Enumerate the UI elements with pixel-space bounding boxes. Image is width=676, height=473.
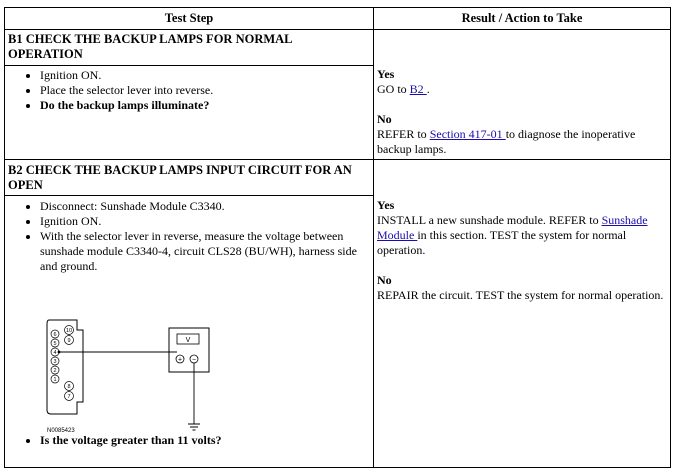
b1-yes-text: GO to <box>377 82 410 96</box>
b1-step-1: • Ignition ON. <box>40 68 369 83</box>
b1-step-2: • Place the selector lever into reverse. <box>40 83 369 98</box>
svg-text:−: − <box>191 356 197 364</box>
b1-yes-label: Yes <box>377 67 395 81</box>
b1-result-no <box>377 112 669 157</box>
b1-title-divider <box>5 65 373 66</box>
svg-text:9: 9 <box>67 338 71 344</box>
link-sunshade-module[interactable]: Sunshade Module <box>377 213 648 242</box>
b1-no-text: REFER to <box>377 127 430 141</box>
svg-text:1: 1 <box>53 377 57 383</box>
b2-no-label: No <box>377 273 392 287</box>
b2-step-3: • With the selector lever in reverse, measure the voltage between sunshade module C3340-4, circuit CLS28 (BU/WH), harness side and ground. <box>40 229 369 274</box>
figure-id: N0085423 <box>47 428 75 434</box>
b1-result-yes <box>377 67 669 97</box>
voltmeter-symbol: V <box>185 337 191 344</box>
link-b2[interactable]: B2 <box>409 82 427 96</box>
voltmeter <box>169 328 209 372</box>
b2-title: B2 CHECK THE BACKUP LAMPS INPUT CIRCUIT FOR AN OPEN <box>8 163 352 192</box>
svg-text:8: 8 <box>67 384 71 390</box>
ground-icon <box>188 424 200 430</box>
link-section-417-01[interactable]: Section 417-01 <box>429 127 506 141</box>
b1-yes-after: . <box>426 82 430 96</box>
svg-text:2: 2 <box>53 368 57 374</box>
svg-text:+: + <box>177 356 183 364</box>
b1-no-after: to diagnose the inoperative backup lamps. <box>377 127 636 156</box>
svg-text:6: 6 <box>53 332 57 338</box>
b2-step-1: • Disconnect: Sunshade Module C3340. <box>40 199 369 214</box>
b1-steps <box>5 68 369 113</box>
b1-no-label: No <box>377 112 392 126</box>
voltage-test-diagram <box>43 312 213 442</box>
svg-text:3: 3 <box>53 359 57 365</box>
b1-question: • Do the backup lamps illuminate? <box>40 98 369 113</box>
header-divider <box>5 29 670 30</box>
header-result: Result / Action to Take <box>461 11 583 25</box>
connector-pins <box>51 326 74 401</box>
header-test-step: Test Step <box>164 11 214 25</box>
diagnostic-table <box>4 7 671 468</box>
row-divider <box>5 159 670 160</box>
b2-result-no <box>377 273 669 303</box>
b2-question: • Is the voltage greater than 11 volts? <box>40 433 369 448</box>
b2-step-2: • Ignition ON. <box>40 214 369 229</box>
column-divider <box>373 8 374 467</box>
b2-steps <box>5 199 369 274</box>
b2-yes-text: INSTALL a new sunshade module. REFER to <box>377 213 602 227</box>
b1-title: B1 CHECK THE BACKUP LAMPS FOR NORMAL OPERATION <box>8 32 292 61</box>
svg-text:7: 7 <box>67 394 71 400</box>
b2-title-divider <box>5 195 373 196</box>
b2-yes-after: in this section. TEST the system for normal operation. <box>377 228 627 257</box>
svg-text:4: 4 <box>53 350 57 356</box>
b2-yes-label: Yes <box>377 198 395 212</box>
svg-text:5: 5 <box>53 341 57 347</box>
b2-question-list <box>5 433 369 448</box>
svg-text:10: 10 <box>65 328 73 334</box>
b2-no-text: REPAIR the circuit. TEST the system for normal operation. <box>377 288 664 302</box>
b2-result-yes <box>377 198 669 258</box>
